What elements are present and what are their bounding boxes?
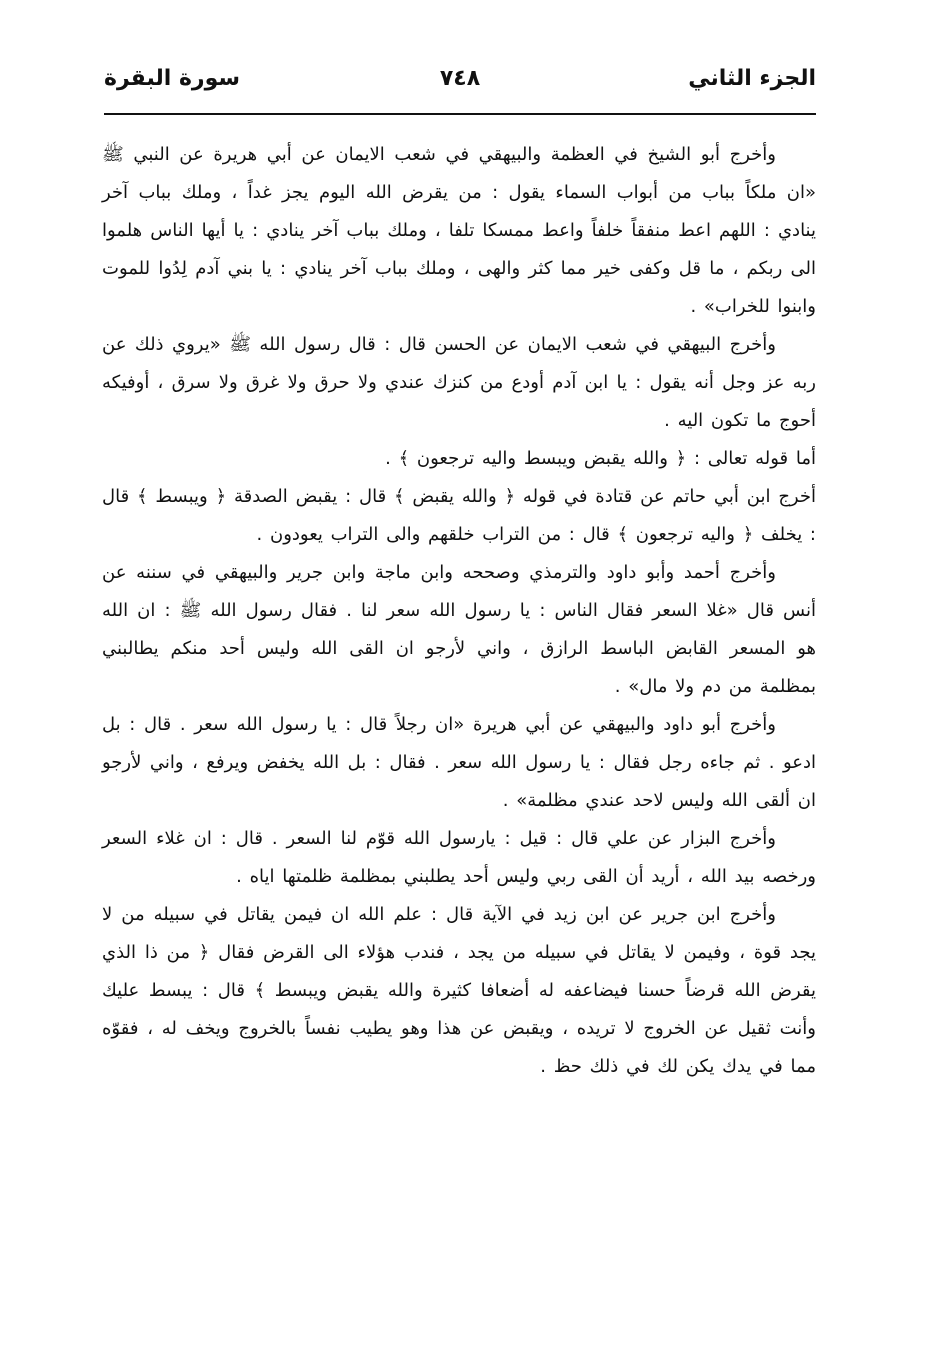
page-body (102, 136, 816, 1086)
paragraph: وأخرج أبو الشيخ في العظمة والبيهقي في شعب الايمان عن أبي هريرة عن النبي ﷺ «ان ملكاً بباب من أبواب السماء يقول : من يقرض الله اليوم يجز غداً ، وملك بباب آخر ينادي : اللهم اعط منفقاً خلفاً واعط ممسكا تلفا ، وملك بباب آخر ينادي : يا أيها الناس هلموا الى ربكم ، ما قل وكفى خير مما كثر والهى ، وملك بباب آخر ينادي : يا بني آدم لِدُوا للموت وابنوا للخراب» . (102, 144, 816, 317)
paragraph: أما قوله تعالى : ﴿ والله يقبض ويبسط واليه ترجعون ﴾ . (385, 448, 816, 469)
header-divider (104, 113, 816, 115)
paragraph: وأخرج أبو داود والبيهقي عن أبي هريرة «ان رجلاً قال : يا رسول الله سعر . قال : بل ادعو . ثم جاءه رجل فقال : يا رسول الله سعر . فقال : بل الله يخفض ويرفع ، واني لأرجو ان ألقى الله وليس لاحد عندي مظلمة» . (102, 714, 816, 811)
paragraph: وأخرج أحمد وأبو داود والترمذي وصححه وابن ماجة وابن جرير والبيهقي في سننه عن أنس قال «غلا السعر فقال الناس : يا رسول الله سعر لنا . فقال رسول الله ﷺ : ان الله هو المسعر القابض الباسط الرازق ، واني لأرجو ان القى الله وليس أحد منكم يطالبني بمظلمة من دم ولا مال» . (102, 562, 816, 697)
paragraph: وأخرج البزار عن علي قال : قيل : يارسول الله قوّم لنا السعر . قال : ان غلاء السعر ورخصه بيد الله ، أريد أن القى ربي وليس أحد يطلبني بمظلمة ظلمتها اياه . (102, 828, 816, 887)
paragraph: وأخرج البيهقي في شعب الايمان عن الحسن قال : قال رسول الله ﷺ «يروي ذلك عن ربه عز وجل أنه يقول : يا ابن آدم أودع من كنزك عندي ولا حرق ولا غرق ولا سرق ، أوفيكه أحوج ما تكون اليه . (102, 334, 816, 431)
page-header (104, 62, 816, 110)
page-number: ٧٤٨ (439, 66, 481, 91)
volume-title: الجزء الثاني (688, 66, 816, 91)
paragraph: أخرج ابن أبي حاتم عن قتادة في قوله ﴿ والله يقبض ﴾ قال : يقبض الصدقة ﴿ ويبسط ﴾ قال : يخلف ﴿ واليه ترجعون ﴾ قال : من التراب خلقهم والى التراب يعودون . (102, 486, 816, 545)
surah-title: سورة البقرة (104, 66, 241, 91)
paragraph: وأخرج ابن جرير عن ابن زيد في الآية قال : علم الله ان فيمن يقاتل في سبيله من لا يجد قوة ، وفيمن لا يقاتل في سبيله من يجد ، فندب هؤلاء الى القرض فقال ﴿ من ذا الذي يقرض الله قرضاً حسنا فيضاعفه له أضعافا كثيرة والله يقبض ويبسط ﴾ قال : يبسط عليك وأنت ثقيل عن الخروج لا تريده ، ويقبض عن هذا وهو يطيب نفساً بالخروج ويخف له ، فقوّه مما في يدك يكن لك في ذلك حظ . (102, 904, 816, 1077)
